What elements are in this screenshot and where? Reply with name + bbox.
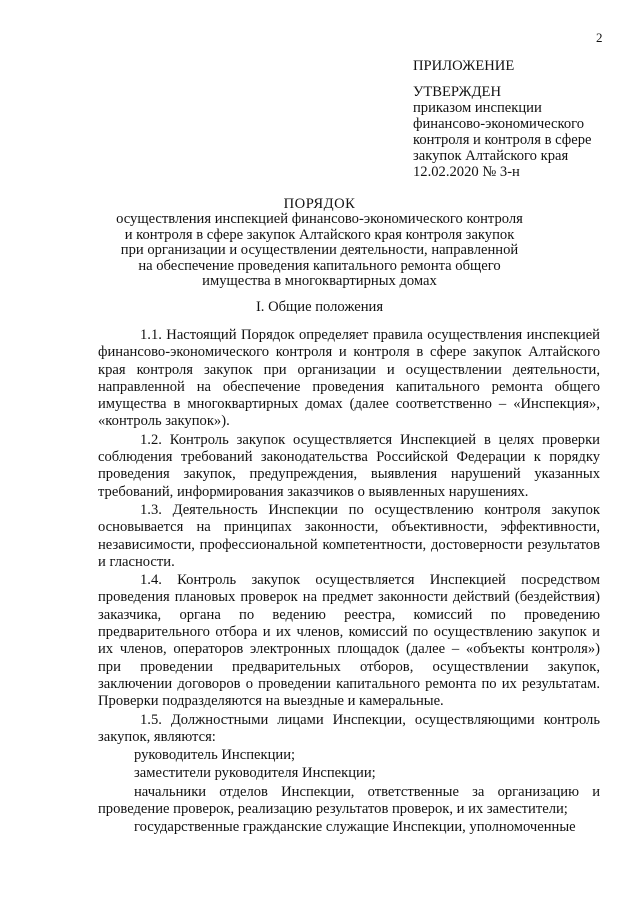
appendix-line: финансово-экономического xyxy=(413,116,585,132)
title-line: на обеспечение проведения капитального ремонта общего xyxy=(138,257,501,274)
paragraph-1-3: 1.3. Деятельность Инспекции по осуществлению контроля закупок основывается на принципах законности, объективности, эффективности, независимости, профессиональной компетентности, достоверности результатов и гласности. xyxy=(98,501,600,570)
list-item: государственные гражданские служащие Инспекции, уполномоченные xyxy=(134,819,576,836)
paragraph-1-5: 1.5. Должностными лицами Инспекции, осуществляющими контроль закупок, являются: xyxy=(98,711,600,745)
title-line: и контроля в сфере закупок Алтайского края контроля закупок xyxy=(124,226,515,243)
appendix-title: ПРИЛОЖЕНИЕ xyxy=(413,58,515,74)
document-body xyxy=(98,326,600,837)
page-number: 2 xyxy=(596,30,603,45)
list-item: начальники отделов Инспекции, ответственные за организацию и проведение проверок, реализацию результатов проверок, и их заместители; xyxy=(98,783,600,818)
paragraph-1-4: 1.4. Контроль закупок осуществляется Инспекцией посредством проведения плановых проверок на предмет законности действий (бездействия) заказчика, органа по ведению реестра, комиссий по проведению предварительного отбора и их членов, комиссий по осуществлению закупок и их членов, операторов электронных площадок (далее – «объекты контроля») при проведении предварительных отборов, осуществлении закупок, заключении договоров о проведении капитального ремонта по их результатам. Проверки подразделяются на выездные и камеральные. xyxy=(98,572,600,710)
title-line: при организации и осуществлении деятельности, направленной xyxy=(120,242,519,259)
section-heading: I. Общие положения xyxy=(255,299,384,315)
list-item: руководитель Инспекции; xyxy=(134,747,296,764)
paragraph-1-2: 1.2. Контроль закупок осуществляется Инспекцией в целях проверки соблюдения требований законодательства Российской Федерации к порядку проведения закупок, предупреждения, выявления нарушений указанных требований, информирования заказчиков о выявленных нарушениях. xyxy=(98,431,600,500)
appendix-line: приказом инспекции xyxy=(413,100,542,116)
document-title-block xyxy=(0,197,639,289)
appendix-block xyxy=(413,58,623,180)
list-item: заместители руководителя Инспекции; xyxy=(134,765,376,782)
document-title: ПОРЯДОК xyxy=(283,196,356,212)
appendix-line: закупок Алтайского края xyxy=(413,148,569,164)
paragraph-1-1: 1.1. Настоящий Порядок определяет правила осуществления инспекцией финансово-экономического контроля и контроля в сфере закупок Алтайского края контроля закупок при организации и осуществлении деятельности, направленной на обеспечение проведения капитального ремонта общего имущества в многоквартирных домах (далее соответственно – «Инспекция», «контроль закупок»). xyxy=(98,327,600,430)
title-line: осуществления инспекцией финансово-экономического контроля xyxy=(116,211,523,228)
appendix-date-number: 12.02.2020 № 3-н xyxy=(413,164,520,180)
approved-label: УТВЕРЖДЕН xyxy=(413,84,501,100)
title-line: имущества в многоквартирных домах xyxy=(202,273,437,290)
appendix-line: контроля и контроля в сфере xyxy=(413,132,592,148)
